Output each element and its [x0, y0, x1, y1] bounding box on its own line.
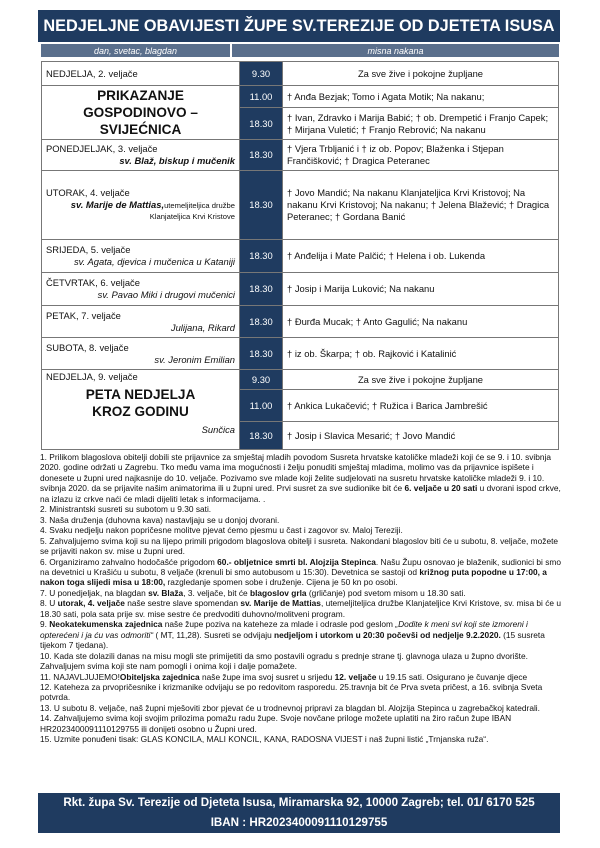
intention-cell: † Đurđa Mucak; † Anto Gagulić; Na nakanu [283, 306, 559, 338]
time-cell: 11.00 [240, 86, 283, 108]
feast-cell [42, 86, 240, 140]
announcements [40, 452, 562, 745]
time-cell: 18.30 [240, 273, 283, 306]
saint-name: sv. Pavao Miki i drugovi mučenici [97, 289, 235, 300]
feast-title: PRIKAZANJE GOSPODINOVO – SVIJEĆNICA [83, 88, 198, 137]
table-row [42, 370, 559, 390]
announcement-item: 10. Kada ste dolazili danas na misu mogli ste primijetiti da smo postavili ogradu s prednje strane tj. glavnoga ulaza u župno dvorište. Zahvaljujem svima koji ste nam pomogli i onima koji i dalje pomažete. [40, 650, 528, 672]
intention-cell: † Jovo Mandić; Na nakanu Klanjateljica Krvi Kristovoj; Na nakanu Krvi Kristovoj; Na nakanu; † Jelena Blažević; † Dragica Peteranec; † Gordana Banić [283, 171, 559, 240]
time-cell: 18.30 [240, 140, 283, 171]
table-row [42, 62, 559, 86]
feast-title: KROZ GODINU [92, 403, 189, 419]
saint-name: sv. Blaž, biskup i mučenik [119, 155, 235, 166]
announcement-item: 15. Uzmite ponuđeni tisak: GLAS KONCILA, MALI KONCIL, KANA, RADOSNA VIJEST i naš župni listić „Trnjanska ruža“. [40, 734, 489, 745]
day-cell: PONEDJELJAK, 3. veljače sv. Blaž, biskup i mučenik [42, 140, 240, 171]
saint-name: sv. Agata, djevica i mučenica u Kataniji [73, 256, 235, 267]
feast-title: PETA NEDJELJA [85, 386, 196, 402]
announcement-item: 4. Svaku nedjelju nakon popričesne molitve pjevat ćemo pjesmu u čast i zagovor sv. Maloj Tereziji. [40, 525, 403, 536]
announcement-item: 12. Kateheza za prvopričesnike i krizmanike odvijaju se po redovitom rasporedu. 25.travnja bit će Prva sveta pričest, a 16. svibnja Sveta potvrda. [40, 681, 543, 703]
time-cell: 9.30 [240, 370, 283, 390]
day-cell: PETAK, 7. veljače Julijana, Rikard [42, 306, 240, 338]
announcement-item: 2. Ministrantski susreti su subotom u 9.30 sati. [40, 504, 212, 515]
table-row [42, 240, 559, 273]
saint-name: Sunčica [201, 423, 235, 435]
announcement-item: 3. Naša druženja (duhovna kava) nastavljaju se u donjoj dvorani. [40, 514, 280, 525]
time-cell: 11.00 [240, 390, 283, 422]
time-cell: 18.30 [240, 171, 283, 240]
saint-name: Julijana, Rikard [170, 321, 235, 333]
announcement-item: 1. Prilikom blagoslova obitelji dobili ste prijavnice za smještaj mladih povodom Susreta hrvatske katoličke mladeži koji će se 9. i 10. svibnja 2020. godine održati u Zagrebu. Tko među vama ima mogućnosti i želju ponuditi smještaj mladima, molimo vas da prijavnice ispišete i donesete u župni ured najkasnije do 10. veljače. Pozivamo sve mlade koji želite sudjelovati na susretu hrvatske katoličke mladeži 9. i 10. svibnja 2020. da se prijavite našim animatorima ili u župni ured. Prvi susret za sve sudionike bit će 6. veljače u 20 sati u dvorani ispod crkve, na izlazu iz crkve naći će mladi dijeliti letak s informacijama. . [40, 452, 561, 504]
page-title: NEDJELJNE OBAVIJESTI ŽUPE SV.TEREZIJE OD DJETETA ISUSA [38, 10, 560, 42]
saint-name: sv. Marije de Mattias, [70, 198, 165, 210]
intention-cell: † Josip i Slavica Mesarić; † Jovo Mandić [283, 422, 559, 450]
table-row [42, 86, 559, 108]
footer-contact [38, 793, 560, 833]
intention-cell: † Anđa Bezjak; Tomo i Agata Motik; Na nakanu; [283, 86, 559, 108]
day-cell: ČETVRTAK, 6. veljače sv. Pavao Miki i drugovi mučenici [42, 273, 240, 306]
time-cell: 18.30 [240, 338, 283, 370]
announcement-item: 9. Neokatekumenska zajednica naše župe poziva na kateheze za mlade i odrasle pod geslom „Dodite k meni svi koji ste izmoreni i opterećeni i ja ću vas odmoriti“ ( MT, 11,28). Susreti se odvijaju nedjeljom i utorkom u 20:30 počevši od nedjelje 9.2.2020. (15 susreta tijekom 7 tjedana). [40, 619, 545, 651]
time-cell: 18.30 [240, 422, 283, 450]
intention-cell: † Ivan, Zdravko i Marija Babić; † ob. Drempetić i Franjo Capek; † Mirjana Vuletić; † Franjo Rebrović; Na nakanu [283, 108, 559, 140]
day-cell: SUBOTA, 8. veljače sv. Jeronim Emilian [42, 338, 240, 370]
intention-cell: Za sve žive i pokojne župljane [283, 62, 559, 86]
day-cell: NEDJELJA, 2. veljače [42, 62, 240, 86]
table-row [42, 140, 559, 171]
announcement-item: 11. NAJAVLJUJEMO!Obiteljska zajednica naše župe ima svoj susret u srijedu 12. veljače u 19.15 sati. Osigurano je čuvanje djece [40, 671, 528, 682]
announcement-item: 7. U ponedjeljak, na blagdan sv. Blaža, 3. veljače, bit će blagoslov grla (grličanje) pod svetom misom u 18.30 sati. [40, 587, 466, 598]
mass-schedule-table [41, 61, 559, 450]
time-cell: 9.30 [240, 62, 283, 86]
footer-iban: IBAN : HR2023400091110129755 [210, 816, 388, 829]
table-row [42, 338, 559, 370]
intention-cell: † Ankica Lukačević; † Ružica i Barica Jambrešić [283, 390, 559, 422]
day-cell: NEDJELJA, 9. veljače PETA NEDJELJA KROZ GODINU Sunčica [42, 370, 240, 450]
intention-cell: † Josip i Marija Luković; Na nakanu [283, 273, 559, 306]
time-cell: 18.30 [240, 306, 283, 338]
intention-cell: Za sve žive i pokojne župljane [283, 370, 559, 390]
table-row [42, 171, 559, 240]
announcement-item: 13. U subotu 8. veljače, naš župni mješoviti zbor pjevat će u trodnevnoj pripravi za blagdan bl. Alojzija Stepinca u zagrebačkoj katedrali. [40, 702, 540, 713]
time-cell: 18.30 [240, 240, 283, 273]
day-cell: UTORAK, 4. veljače sv. Marije de Mattias,utemeljiteljica družbe Klanjateljica Krvi Kristove [42, 171, 240, 240]
column-header-intention: misna nakana [232, 44, 559, 57]
time-cell: 18.30 [240, 108, 283, 140]
intention-cell: † Vjera Trbljanić i † iz ob. Popov; Blaženka i Stjepan Frančišković; † Dragica Peteranec [283, 140, 559, 171]
intention-cell: † Anđelija i Mate Palčić; † Helena i ob. Lukenda [283, 240, 559, 273]
footer-address: Rkt. župa Sv. Terezije od Djeteta Isusa, Miramarska 92, 10000 Zagreb; tel. 01/ 6170 525 [63, 796, 535, 809]
announcement-item: 8. U utorak, 4. veljače naše sestre slave spomendan sv. Marije de Mattias, utemeljiteljica družbe Klanjateljice Krvi Kristove, sv. misa bi će u 18.30 sati, pola sata prije sv. mise sestre će predvoditi duhovno/molitveni program. [40, 598, 561, 619]
saint-name: sv. Jeronim Emilian [154, 353, 235, 365]
announcement-item: 5. Zahvaljujemo svima koji su na lijepo primili prigodom blagoslova obitelji i susreta. Nakondani blagoslov biti će u subotu, 8. veljače, možete se prijaviti nakon sv. mise u župni ured. [40, 535, 559, 557]
table-row [42, 273, 559, 306]
table-row [42, 306, 559, 338]
announcement-item: 14. Zahvaljujemo svima koji svojim prilozima pomažu radu župe. Svoje novčane priloge možete uplatiti na žiro račun župe IBAN HR2023400091110129755 ili donijeti osobno u Župni ured. [40, 713, 512, 734]
column-header-day: dan, svetac, blagdan [41, 44, 230, 57]
day-cell: SRIJEDA, 5. veljače sv. Agata, djevica i mučenica u Kataniji [42, 240, 240, 273]
announcement-item: 6. Organiziramo zahvalno hodočašće prigodom 60.- obljetnice smrti bl. Alojzija Stepinca. Našu Župu osnovao je blaženik, sudionici bi smo na devetnici u Krašiću u subotu, 8 veljače (krenuli bi smo autobusom u 15:30). Devetnica se sastoji od križnog puta popodne u 17:00, a nakon toga slijedi misa u 18:00, razgledanje spomen sobe i druženje. Cijena je 50 kn po osobi. [40, 556, 561, 588]
intention-cell: † iz ob. Škarpa; † ob. Rajković i Katalinić [283, 338, 559, 370]
